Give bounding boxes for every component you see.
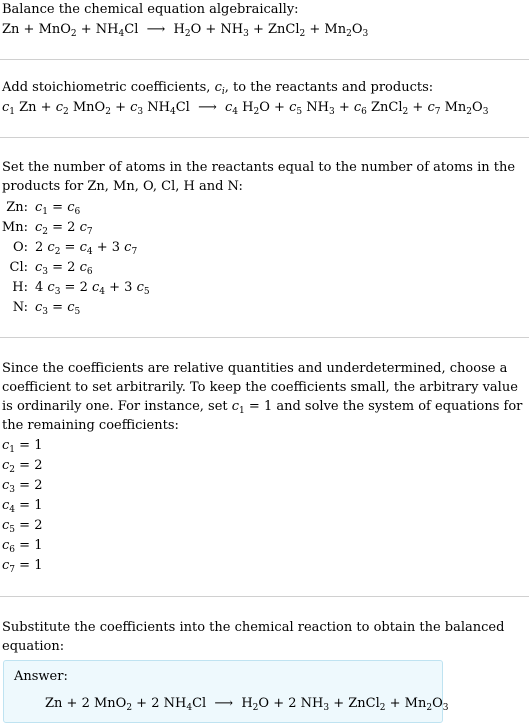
divider — [0, 337, 529, 338]
system-equation: $c_2 = 2$ $c_7$ — [35, 220, 93, 237]
divider — [0, 596, 529, 597]
balanced-equation: Zn + 2 MnO$_2$ + 2 $NH_4Cl$ ⟶ $H_2O + 2$ $NH_3$ + ZnCl$_2$ + $Mn_2O_3$ — [45, 696, 449, 713]
solution-value: 1 — [34, 498, 43, 513]
intro-text: Balance the chemical equation algebraically: — [2, 2, 299, 17]
system-equation: $c_3 = 2$ $c_6$ — [35, 260, 93, 277]
element-label: Mn: — [1, 220, 28, 235]
divider — [0, 137, 529, 138]
element-label: O: — [12, 240, 28, 255]
step2-text: Set the number of atoms in the reactants equal to the number of atoms in the products for Zn, Mn, O, Cl, H and N: — [2, 160, 516, 194]
solution-c5: $c_5 = 2$ — [2, 518, 43, 535]
solution-value: 2 — [34, 458, 43, 473]
solution-value: 2 — [34, 478, 43, 493]
element-label: Cl: — [9, 260, 28, 275]
element-label: H: — [12, 280, 28, 295]
answer-label: Answer: — [14, 669, 68, 684]
answer-box — [3, 660, 449, 723]
step4-text: Substitute the coefficients into the chemical reaction to obtain the balanced equation: — [2, 620, 505, 654]
solution-value: 1 — [34, 538, 43, 553]
step3-text: Since the coefficients are relative quantities and underdetermined, choose a coefficient to set arbitrarily. To keep the coefficients small, the arbitrary value is ordinarily one. For instance, set $c_1 = 1$ and solve the system of equations for the remaining coefficients: — [2, 361, 523, 433]
element-label: Zn: — [6, 200, 28, 215]
unbalanced-equation: $Zn + MnO_2 + NH_4Cl$ ⟶ $H_2O + NH_3$ + ZnCl$_2$ + $Mn_2O_3$ — [2, 22, 369, 39]
solution-c4: $c_4 = 1$ — [2, 498, 43, 515]
system-equation: 4 $c_3 = 2$ $c_4 + 3$ $c_5$ — [35, 280, 150, 297]
solution-c2: $c_2 = 2$ — [2, 458, 43, 475]
solution-value: 1 — [34, 558, 43, 573]
solution-c3: $c_3 = 2$ — [2, 478, 43, 495]
solution-value: 2 — [34, 518, 43, 533]
divider — [0, 59, 529, 60]
solution-value: 1 — [34, 438, 43, 453]
system-equation: $c_1 = c_6$ — [35, 200, 81, 217]
step1-text: Add stoichiometric coefficients, $c_i$, to the reactants and products: — [2, 80, 434, 97]
system-equation: $c_3 = c_5$ — [35, 300, 81, 317]
coefficient-equation: $c_1$ $Zn + c_2$ $MnO_2 + c_3$ $NH_4Cl$ ⟶ $c_4$ $H_2O + c_5$ $NH_3 + c_6$ ZnCl$_2$ + $c_7$ $Mn_2O_3$ — [2, 100, 489, 117]
system-equation: 2 $c_2 = c_4 + 3$ $c_7$ — [35, 240, 138, 257]
solution-c6: $c_6 = 1$ — [2, 538, 43, 555]
solution-c1: $c_1 = 1$ — [2, 438, 43, 455]
solution-c7: $c_7 = 1$ — [2, 558, 43, 575]
element-label: N: — [12, 300, 28, 315]
